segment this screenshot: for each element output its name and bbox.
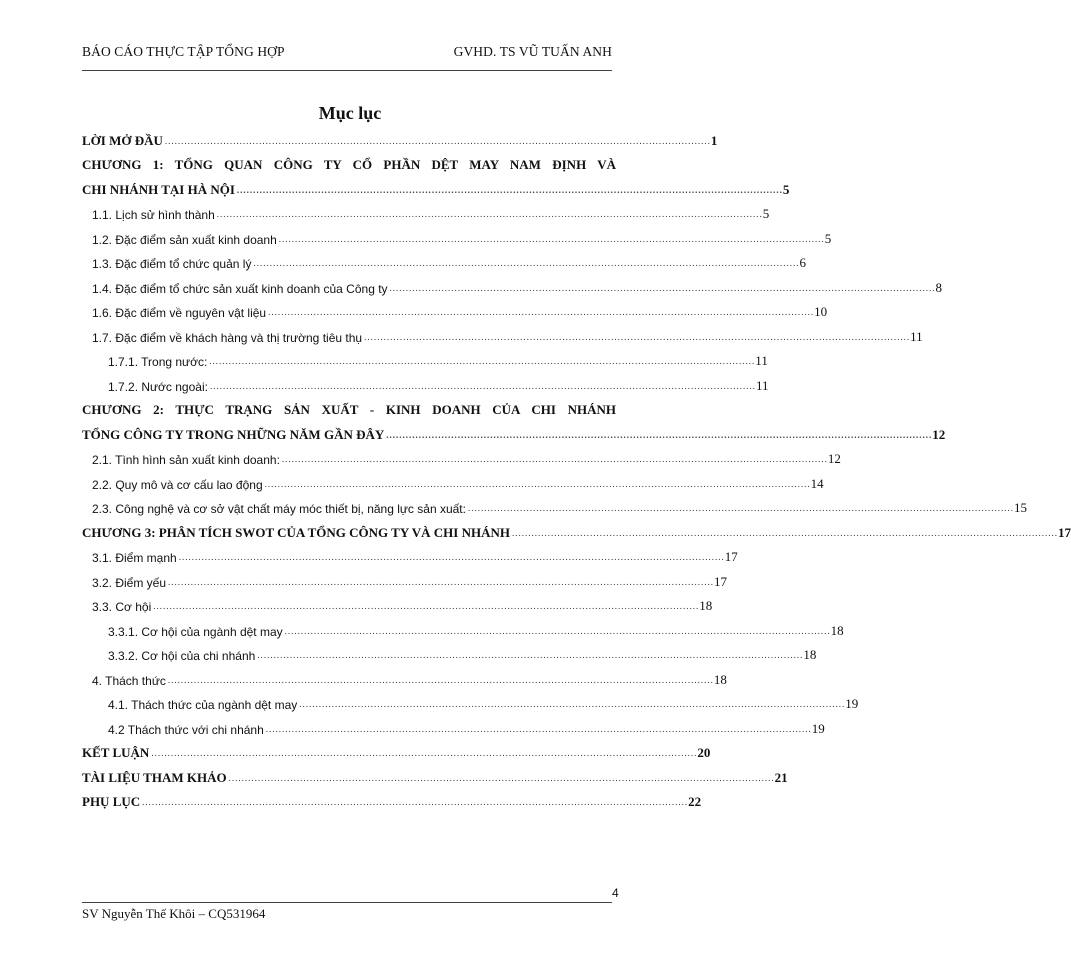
- toc-entry-1-1[interactable]: [82, 198, 770, 223]
- toc-entry-3-1[interactable]: [82, 541, 738, 566]
- dot-leader: ........................................................................................................................................................................: [511, 527, 1058, 538]
- toc-chapter-1-line2: CHI NHÁNH TẠI HÀ NỘI: [82, 181, 235, 197]
- toc-entry-label: 3.3.2. Cơ hội của chi nhánh: [108, 649, 256, 663]
- dot-leader: ........................................................................................................................................................................: [142, 797, 689, 807]
- toc-entry-page: 19: [811, 720, 825, 736]
- toc-entry-label: 1.6. Đặc điểm về nguyên vật liệu: [92, 306, 267, 320]
- toc-entry-label: 1.7.2. Nước ngoài:: [108, 379, 208, 394]
- toc-entry-appendix[interactable]: [82, 786, 702, 811]
- toc-entry-label: 2.3. Công nghệ và cơ sở vật chất máy móc thiết bị, năng lực sản xuất:: [92, 502, 466, 516]
- toc-entry-page: 17: [724, 549, 738, 564]
- toc-entry-label: PHỤ LỤC: [82, 794, 141, 809]
- toc-entry-3-3-1[interactable]: [82, 614, 844, 639]
- dot-leader: ........................................................................................................................................................................: [164, 135, 711, 146]
- toc-entry-2-2[interactable]: [82, 467, 824, 492]
- dot-leader: ........................................................................................................................................................................: [386, 429, 933, 440]
- toc-entry-label: 3.2. Điểm yếu: [92, 575, 167, 590]
- toc-entry-label: 2.2. Quy mô và cơ cấu lao động: [92, 477, 263, 492]
- toc-entry-page: 5: [782, 181, 790, 197]
- toc-entry-1-4[interactable]: [82, 271, 943, 296]
- toc-entry-page: 6: [799, 255, 806, 270]
- toc-entry-chapter-3[interactable]: [82, 516, 1071, 541]
- toc-entry-page: 15: [1013, 500, 1027, 515]
- toc-entry-page: 14: [810, 475, 824, 491]
- toc-entry-conclusion[interactable]: [82, 737, 711, 762]
- toc-entry-label: 3.3.1. Cơ hội của ngành dệt may: [108, 624, 283, 639]
- toc-entry-page: 1: [710, 132, 718, 148]
- toc-entry-label: LỜI MỞ ĐẦU: [82, 132, 163, 148]
- toc-entry-page: 8: [935, 279, 943, 295]
- toc-entry-label: 4.1. Thách thức của ngành dệt may: [108, 698, 298, 712]
- toc-entry-references[interactable]: [82, 761, 788, 786]
- toc-entry-1-7[interactable]: [82, 320, 923, 345]
- toc-entry-page: 18: [713, 671, 727, 687]
- toc-entry-2-1[interactable]: [82, 443, 841, 468]
- toc-entry-label: 3.1. Điểm mạnh: [92, 551, 177, 565]
- toc-entry-3-2[interactable]: [82, 565, 728, 590]
- toc-entry-intro[interactable]: [82, 124, 718, 149]
- toc-entry-page: 5: [824, 230, 832, 246]
- dot-leader: ........................................................................................................................................................................: [209, 356, 756, 366]
- dot-leader: ........................................................................................................................................................................: [281, 454, 828, 464]
- dot-leader: ........................................................................................................................................................................: [151, 748, 698, 758]
- dot-leader: ........................................................................................................................................................................: [284, 625, 831, 636]
- dot-leader: ........................................................................................................................................................................: [236, 184, 783, 195]
- dot-leader: ........................................................................................................................................................................: [216, 209, 763, 219]
- toc-entry-1-7-2[interactable]: [82, 369, 769, 394]
- toc-entry-page: 18: [699, 598, 713, 613]
- toc-entry-1-6[interactable]: [82, 296, 828, 321]
- toc-entry-4-2[interactable]: [82, 712, 825, 737]
- table-of-contents: [82, 124, 1071, 810]
- toc-entry-page: 12: [827, 451, 841, 466]
- toc-entry-label: 4.2 Thách thức với chi nhánh: [108, 722, 264, 737]
- dot-leader: ........................................................................................................................................................................: [168, 576, 715, 587]
- toc-chapter-1-line1: CHƯƠNG 1: TỔNG QUAN CÔNG TY CỔ PHẦN DỆT MAY NAM ĐỊNH VÀ: [82, 157, 616, 172]
- toc-entry-chapter-1[interactable]: [82, 149, 790, 198]
- toc-entry-1-2[interactable]: [82, 222, 832, 247]
- toc-entry-page: 21: [774, 769, 788, 785]
- toc-entry-label: 3.3. Cơ hội: [92, 600, 152, 614]
- header-divider: [82, 70, 612, 71]
- toc-entry-page: 22: [688, 794, 702, 809]
- toc-entry-4[interactable]: [82, 663, 727, 688]
- toc-entry-label: 1.2. Đặc điểm sản xuất kinh doanh: [92, 232, 277, 247]
- toc-entry-page: 11: [910, 328, 923, 344]
- toc-title: Mục lục: [318, 103, 382, 123]
- toc-entry-1-3[interactable]: [82, 247, 806, 272]
- toc-entry-page: 17: [714, 573, 728, 589]
- toc-entry-page: 10: [814, 304, 828, 319]
- header-advisor: GVHD. TS VŨ TUẤN ANH: [453, 44, 612, 59]
- dot-leader: ........................................................................................................................................................................: [209, 380, 756, 391]
- page-header: [82, 44, 612, 60]
- toc-entry-label: 4. Thách thức: [92, 673, 166, 688]
- toc-entry-label: 1.1. Lịch sử hình thành: [92, 208, 215, 222]
- toc-chapter-2-line1: CHƯƠNG 2: THỰC TRẠNG SẢN XUẤT - KINH DOANH CỦA CHI NHÁNH: [82, 402, 616, 417]
- dot-leader: ........................................................................................................................................................................: [228, 772, 775, 783]
- toc-entry-3-3-2[interactable]: [82, 639, 817, 664]
- toc-entry-page: 11: [755, 353, 768, 368]
- toc-entry-3-3[interactable]: [82, 590, 713, 615]
- dot-leader: ........................................................................................................................................................................: [178, 552, 725, 562]
- dot-leader: ........................................................................................................................................................................: [264, 478, 811, 489]
- dot-leader: ........................................................................................................................................................................: [265, 723, 812, 734]
- dot-leader: ........................................................................................................................................................................: [364, 331, 911, 342]
- toc-entry-1-7-1[interactable]: [82, 345, 768, 370]
- dot-leader: ........................................................................................................................................................................: [167, 674, 714, 685]
- toc-chapter-2-line2: TỔNG CÔNG TY TRONG NHỮNG NĂM GẦN ĐÂY: [82, 426, 385, 442]
- toc-entry-4-1[interactable]: [82, 688, 859, 713]
- toc-entry-label: 1.7.1. Trong nước:: [108, 355, 208, 369]
- toc-entry-label: TÀI LIỆU THAM KHẢO: [82, 769, 227, 785]
- dot-leader: ........................................................................................................................................................................: [257, 650, 804, 660]
- toc-entry-page: 20: [697, 745, 711, 760]
- toc-entry-label: 1.3. Đặc điểm tổ chức quản lý: [92, 257, 252, 271]
- toc-entry-page: 17: [1057, 524, 1071, 540]
- toc-entry-page: 11: [755, 377, 769, 393]
- footer-divider: [82, 902, 612, 903]
- toc-entry-label: 1.7. Đặc điểm về khách hàng và thị trường tiêu thụ: [92, 330, 363, 345]
- dot-leader: ........................................................................................................................................................................: [153, 601, 700, 611]
- toc-entry-chapter-2[interactable]: [82, 394, 946, 443]
- dot-leader: ........................................................................................................................................................................: [268, 307, 815, 317]
- dot-leader: ........................................................................................................................................................................: [299, 699, 846, 709]
- toc-entry-label: 1.4. Đặc điểm tổ chức sản xuất kinh doanh của Công ty: [92, 281, 388, 296]
- dot-leader: ........................................................................................................................................................................: [253, 258, 800, 268]
- toc-entry-2-3[interactable]: [82, 492, 1027, 517]
- toc-entry-page: 5: [762, 206, 770, 221]
- dot-leader: ........................................................................................................................................................................: [389, 282, 936, 293]
- toc-entry-page: 18: [830, 622, 844, 638]
- toc-entry-label: KẾT LUẬN: [82, 745, 150, 760]
- dot-leader: ........................................................................................................................................................................: [467, 503, 1014, 513]
- footer-student: SV Nguyễn Thế Khôi – CQ531964: [82, 906, 266, 921]
- header-report-title: BÁO CÁO THỰC TẬP TỔNG HỢP: [82, 44, 285, 59]
- toc-entry-label: 2.1. Tình hình sản xuất kinh doanh:: [92, 453, 280, 467]
- toc-entry-page: 12: [932, 426, 946, 442]
- toc-entry-label: CHƯƠNG 3: PHÂN TÍCH SWOT CỦA TỔNG CÔNG TY VÀ CHI NHÁNH: [82, 524, 510, 540]
- dot-leader: ........................................................................................................................................................................: [278, 233, 825, 244]
- toc-entry-page: 19: [845, 696, 859, 711]
- toc-entry-page: 18: [803, 647, 817, 662]
- page-number: 4: [612, 886, 619, 900]
